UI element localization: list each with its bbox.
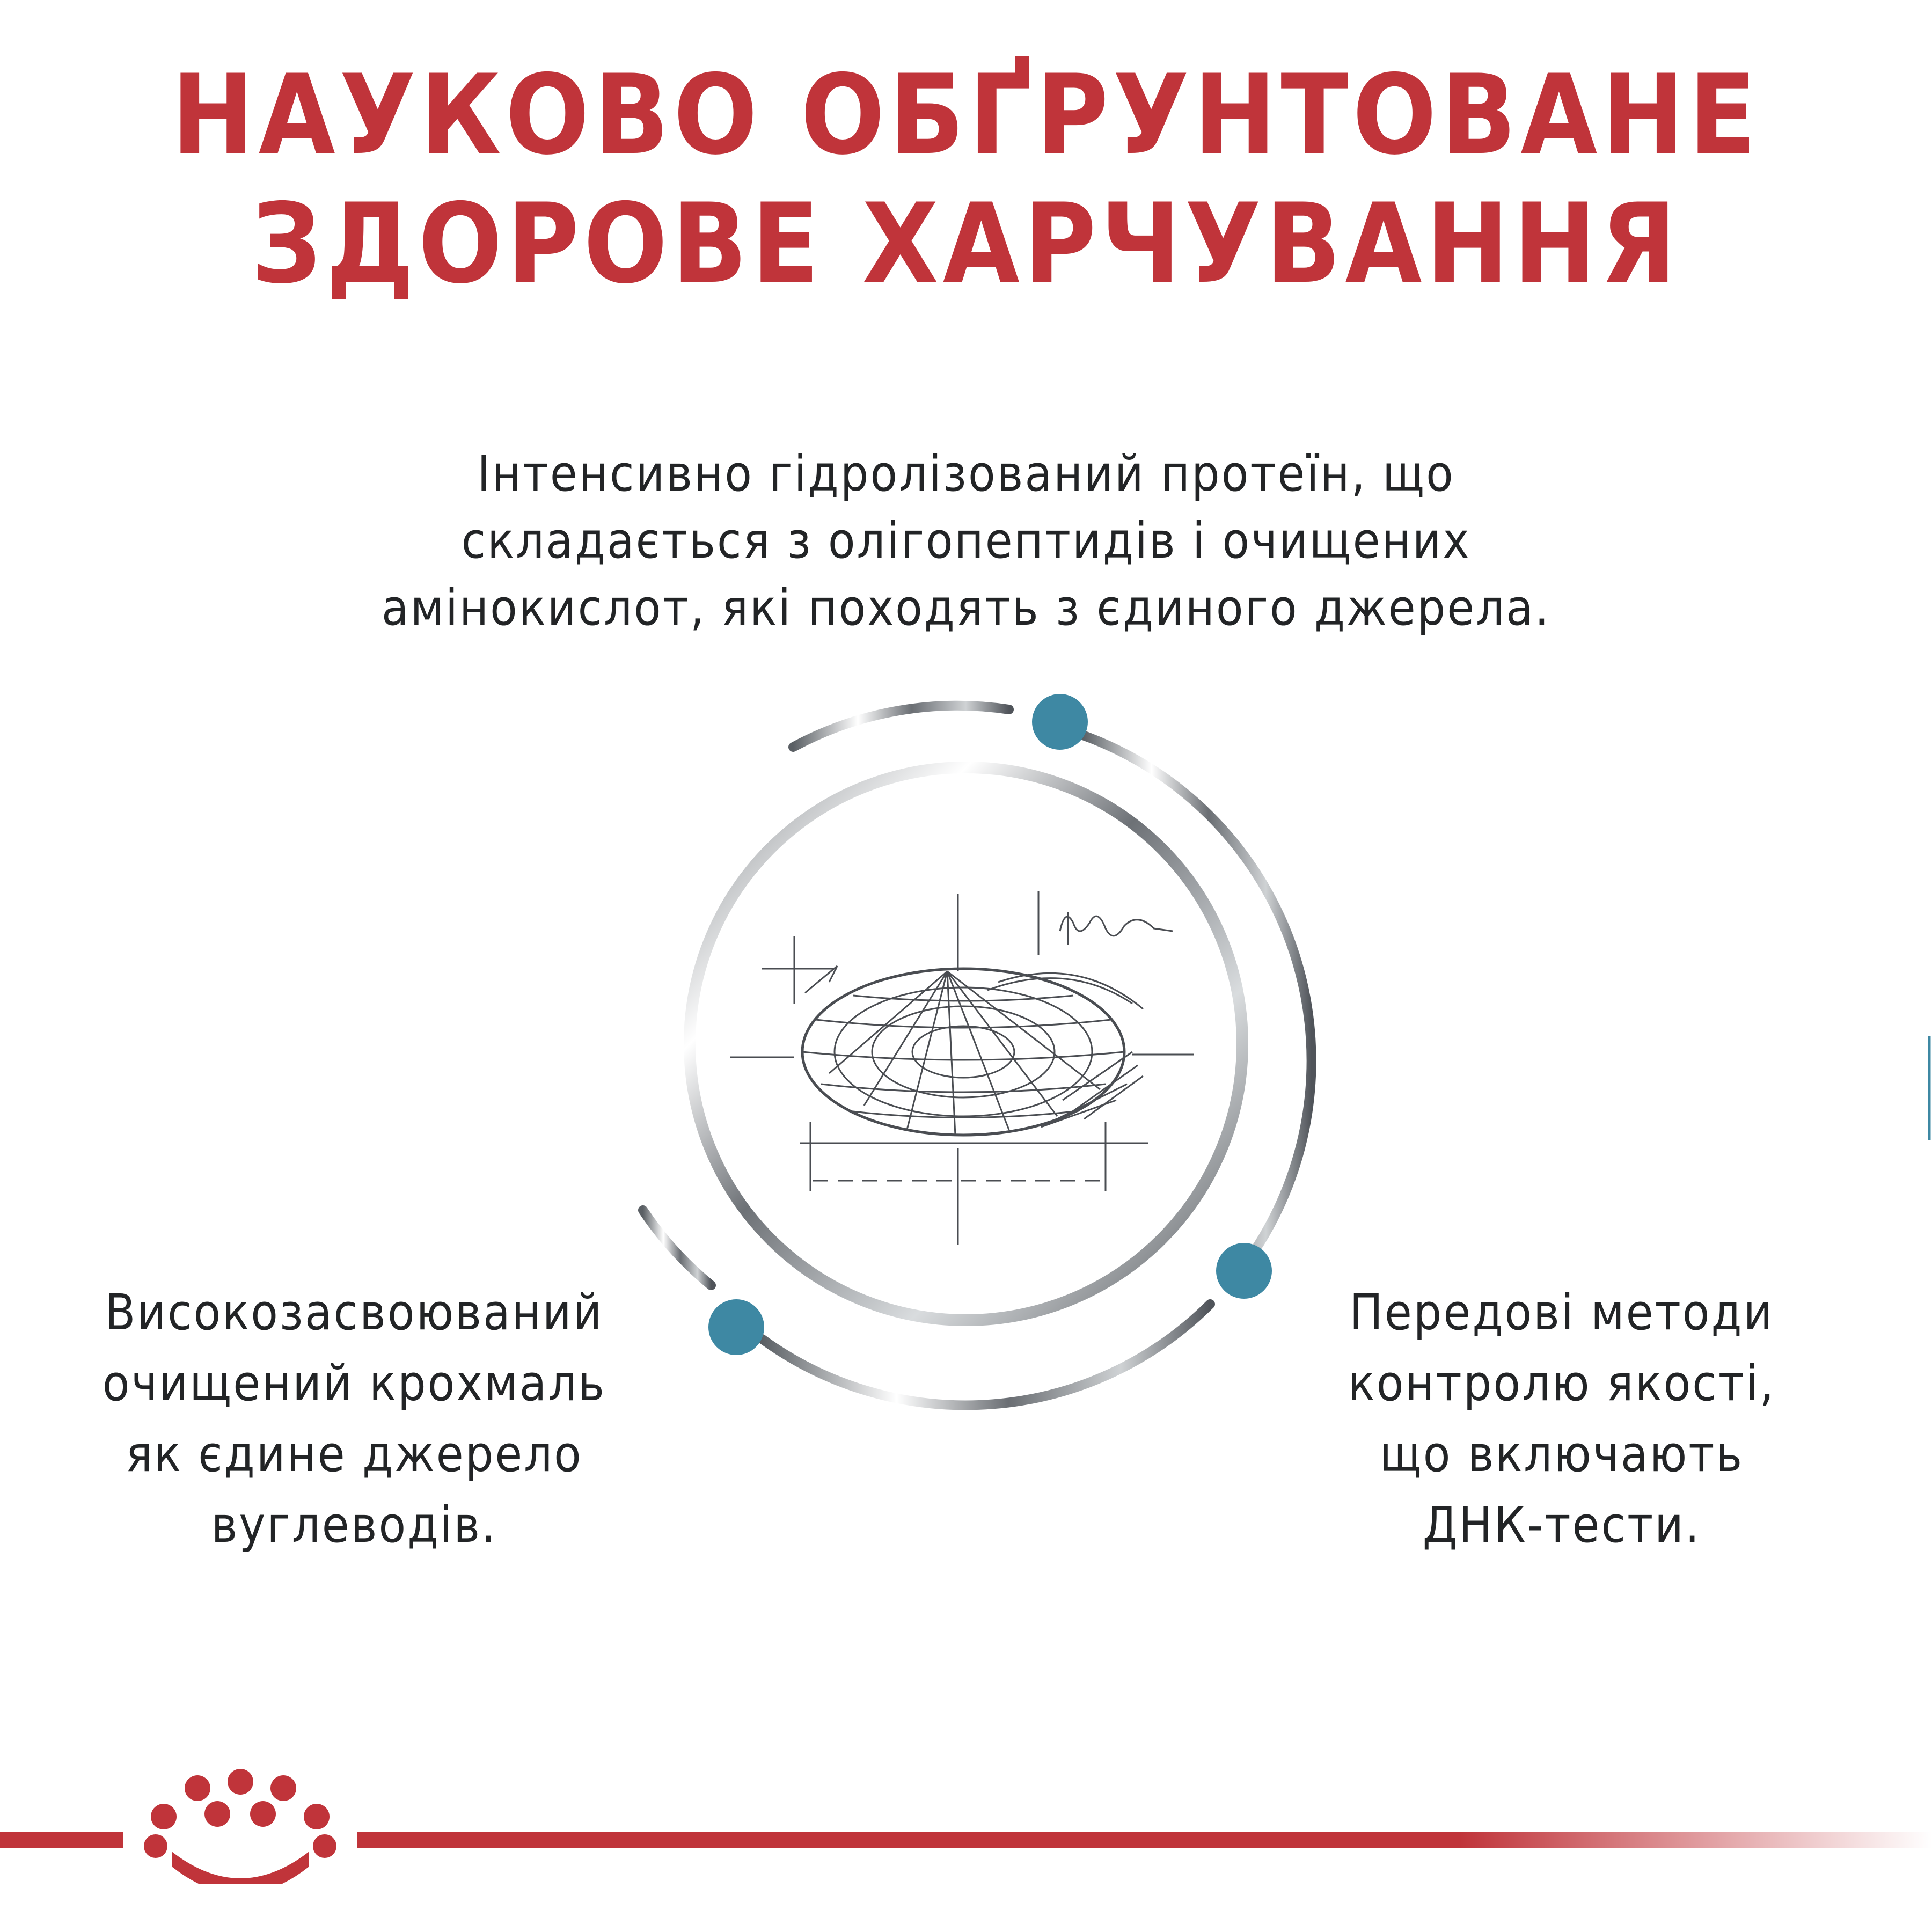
footer-line-left (0, 1832, 123, 1848)
marker-dot-top (1032, 694, 1088, 750)
title-line-2: ЗДОРОВЕ ХАРЧУВАННЯ (251, 180, 1681, 308)
footer-line-right (357, 1832, 1932, 1848)
benefit-left-line-1: Високозасвоюваний (105, 1284, 604, 1341)
title-line-1: НАУКОВО ОБҐРУНТОВАНЕ (171, 52, 1761, 179)
benefit-left-line-2: очищений крохмаль (102, 1355, 606, 1412)
benefit-right-line-4: ДНК-тести. (1422, 1496, 1701, 1554)
benefit-right-line-3: що включають (1379, 1425, 1744, 1483)
benefit-top-line-3: амінокислот, які походять з єдиного джерела. (381, 579, 1551, 636)
outer-arc-left (643, 1210, 711, 1285)
benefit-top-line-2: складається з олігопептидів і очищених (461, 512, 1471, 569)
footer-bar (0, 1766, 1932, 1884)
outer-arc-top (793, 706, 1009, 747)
benefit-right-line-1: Передові методи (1349, 1284, 1774, 1341)
inner-ring (690, 767, 1242, 1320)
royal-canin-crown-logo (144, 1769, 336, 1884)
benefit-left-line-3: як єдине джерело (126, 1425, 583, 1483)
benefit-left-line-4: вуглеводів. (211, 1496, 497, 1554)
marker-dot-left (708, 1299, 764, 1355)
benefit-right-line-2: контролю якості, (1348, 1355, 1776, 1412)
marker-dot-right (1216, 1243, 1272, 1299)
benefit-top-line-1: Інтенсивно гідролізований протеїн, що (477, 445, 1455, 502)
kibble-sketch-icon (730, 891, 1194, 1245)
